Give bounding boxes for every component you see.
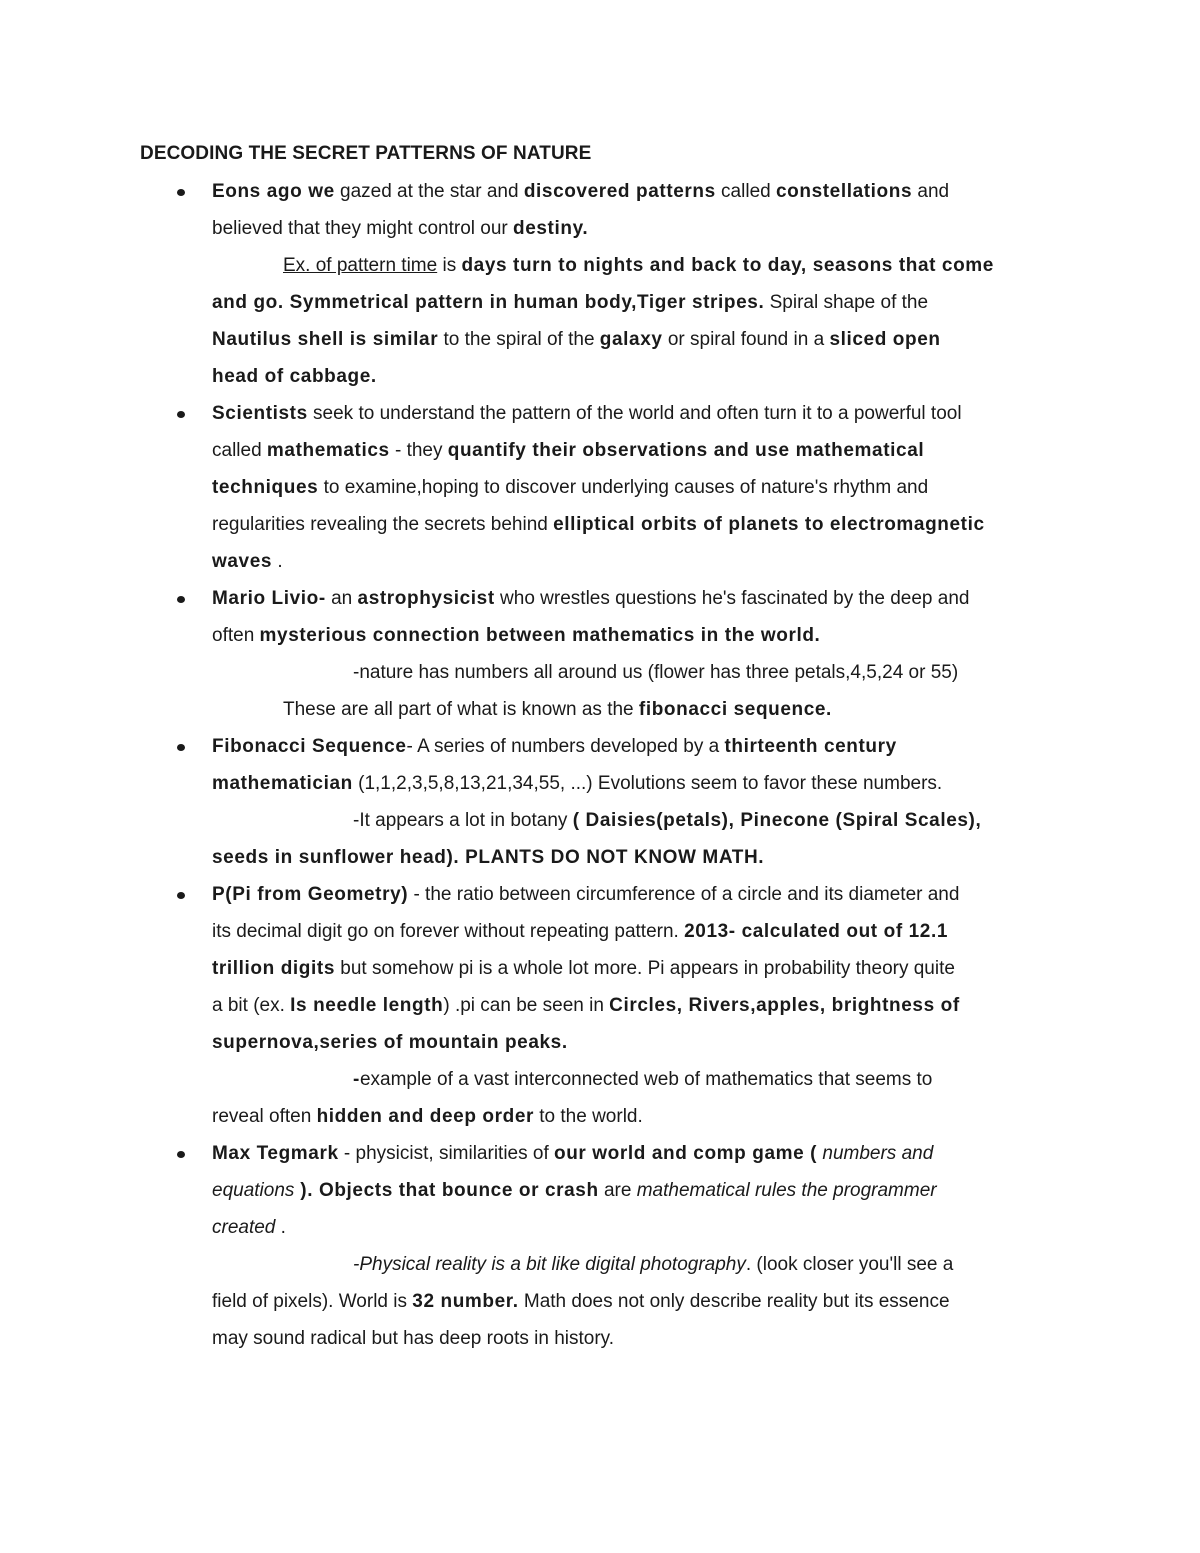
text-run: P(Pi from Geometry): [212, 884, 409, 905]
text-run: example of a vast interconnected web of mathematics that seems to: [359, 1069, 933, 1090]
line: [0, 580, 1200, 617]
text-run: Mario Livio-: [212, 588, 326, 609]
text-run: thirteenth century: [724, 736, 897, 757]
text-run: These are all part of what is known as the: [283, 699, 639, 720]
line: [0, 1098, 1200, 1135]
text-run: ( Daisies(petals), Pinecone (Spiral Scales),: [572, 810, 982, 831]
text-run: may sound radical but has deep roots in history.: [212, 1328, 615, 1349]
bullet-icon: [177, 411, 185, 418]
text-run: numbers and: [817, 1143, 934, 1164]
text-run: galaxy: [599, 329, 663, 350]
text-run: regularities revealing the secrets behind: [212, 514, 554, 535]
text-run: field of pixels). World is: [212, 1291, 413, 1312]
bullet-icon: [177, 744, 185, 751]
text-run: gazed at the star and: [334, 181, 524, 202]
text-run: its decimal digit go on forever without repeating pattern.: [212, 921, 685, 942]
text-run: or spiral found in a: [662, 329, 830, 350]
text-run: to examine,hoping to discover underlying causes of nature's rhythm and: [318, 477, 929, 498]
text-run: mysterious connection between mathematics in the world.: [259, 625, 821, 646]
line: [0, 321, 1200, 358]
text-run: mathematics: [266, 440, 390, 461]
line: [0, 987, 1200, 1024]
text-run: - physicist, similarities of: [338, 1143, 555, 1164]
text-run: Nautilus shell is similar: [212, 329, 439, 350]
text-run: -It appears a lot in botany: [353, 810, 573, 831]
text-run: reveal often: [212, 1106, 317, 1127]
line: [0, 691, 1200, 728]
line: [0, 1024, 1200, 1061]
text-run: quantify their observations and use mathematical: [447, 440, 925, 461]
text-run: days turn to nights and back to day, seasons that come: [461, 255, 994, 276]
text-run: Math does not only describe reality but its essence: [518, 1291, 950, 1312]
text-run: seeds in sunflower head). PLANTS DO NOT KNOW MATH.: [212, 847, 765, 868]
text-run: head of cabbage.: [212, 366, 377, 387]
text-run: destiny.: [513, 218, 589, 239]
line: [0, 247, 1200, 284]
text-run: .: [275, 1217, 286, 1238]
text-run: to the world.: [533, 1106, 643, 1127]
text-run: mathematician: [212, 773, 353, 794]
text-run: elliptical orbits of planets to electromagnetic: [553, 514, 985, 535]
text-run: - A series of numbers developed by a: [406, 736, 725, 757]
text-run: an: [325, 588, 358, 609]
text-run: hidden and deep order: [316, 1106, 534, 1127]
text-run: astrophysicist: [357, 588, 495, 609]
line: [0, 1061, 1200, 1098]
text-run: -: [353, 1069, 360, 1090]
bullet-icon: [177, 189, 185, 196]
text-run: -Physical reality is a bit like digital photography: [353, 1254, 746, 1275]
line: [0, 1172, 1200, 1209]
line: [0, 765, 1200, 802]
text-run: Circles, Rivers,apples, brightness of: [609, 995, 960, 1016]
line: [0, 469, 1200, 506]
notes-list: [0, 173, 1200, 1357]
line: [0, 876, 1200, 913]
text-run: created: [212, 1217, 276, 1238]
bullet-icon: [177, 892, 185, 899]
text-run: constellations: [775, 181, 913, 202]
text-run: -nature has numbers all around us (flower has three petals,4,5,24 or 55): [353, 662, 959, 683]
line: [0, 358, 1200, 395]
text-run: - the ratio between circumference of a circle and its diameter and: [408, 884, 960, 905]
text-run: ) .pi can be seen in: [443, 995, 610, 1016]
line: [0, 395, 1200, 432]
text-run: waves: [212, 551, 273, 572]
document-title: DECODING THE SECRET PATTERNS OF NATURE: [140, 143, 592, 164]
text-run: who wrestles questions he's fascinated by the deep and: [494, 588, 970, 609]
text-run: 2013- calculated out of 12.1: [684, 921, 949, 942]
text-run: to the spiral of the: [438, 329, 600, 350]
line: [0, 543, 1200, 580]
text-run: called: [715, 181, 776, 202]
line: [0, 1283, 1200, 1320]
text-run: but somehow pi is a whole lot more. Pi appears in probability theory quite: [335, 958, 955, 979]
text-run: Is needle length: [290, 995, 444, 1016]
text-run: Ex. of pattern time: [283, 255, 438, 276]
text-run: and: [912, 181, 950, 202]
line: [0, 506, 1200, 543]
line: [0, 1135, 1200, 1172]
text-run: Max Tegmark: [212, 1143, 339, 1164]
text-run: 32 number.: [412, 1291, 519, 1312]
text-run: . (look closer you'll see a: [745, 1254, 954, 1275]
bullet-icon: [177, 1151, 185, 1158]
line: [0, 1209, 1200, 1246]
text-run: ). Objects that bounce or crash: [294, 1180, 599, 1201]
line: [0, 617, 1200, 654]
line: [0, 654, 1200, 691]
text-run: fibonacci sequence.: [638, 699, 832, 720]
text-run: trillion digits: [212, 958, 335, 979]
line: [0, 1320, 1200, 1357]
line: [0, 173, 1200, 210]
line: [0, 839, 1200, 876]
line: [0, 728, 1200, 765]
text-run: are: [598, 1180, 637, 1201]
text-run: seek to understand the pattern of the world and often turn it to a powerful tool: [307, 403, 962, 424]
text-run: techniques: [212, 477, 319, 498]
text-run: discovered patterns: [523, 181, 716, 202]
text-run: .: [272, 551, 283, 572]
text-run: mathematical rules the programmer: [636, 1180, 937, 1201]
text-run: called: [212, 440, 267, 461]
text-run: sliced open: [829, 329, 941, 350]
text-run: our world and comp game (: [554, 1143, 818, 1164]
text-run: Scientists: [212, 403, 308, 424]
line: [0, 913, 1200, 950]
text-run: (1,1,2,3,5,8,13,21,34,55, ...) Evolutions seem to favor these numbers.: [352, 773, 943, 794]
line: [0, 432, 1200, 469]
text-run: - they: [389, 440, 448, 461]
line: [0, 802, 1200, 839]
line: [0, 210, 1200, 247]
bullet-icon: [177, 596, 185, 603]
text-run: supernova,series of mountain peaks.: [212, 1032, 568, 1053]
text-run: believed that they might control our: [212, 218, 514, 239]
text-run: Fibonacci Sequence: [212, 736, 407, 757]
text-run: is: [437, 255, 462, 276]
text-run: Eons ago we: [212, 181, 335, 202]
line: [0, 1246, 1200, 1283]
text-run: and go. Symmetrical pattern in human body,Tiger stripes.: [212, 292, 765, 313]
line: [0, 950, 1200, 987]
text-run: often: [212, 625, 260, 646]
line: [0, 284, 1200, 321]
text-run: a bit (ex.: [212, 995, 291, 1016]
text-run: equations: [212, 1180, 295, 1201]
text-run: Spiral shape of the: [764, 292, 929, 313]
